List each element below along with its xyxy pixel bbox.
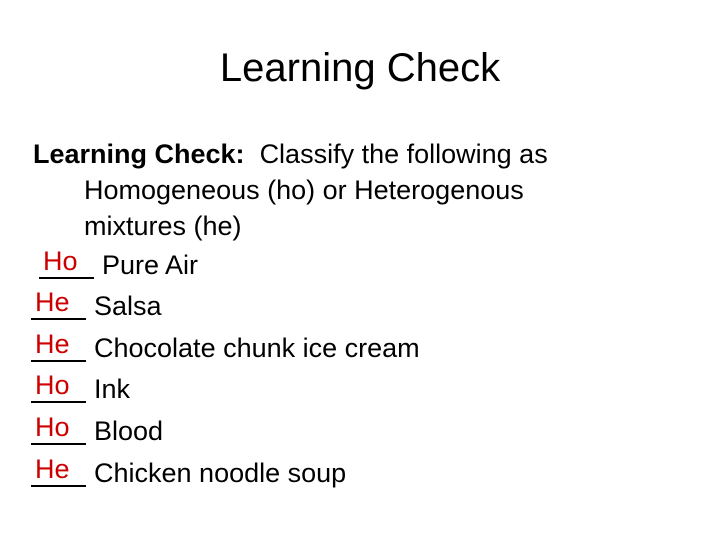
answer-blank: [39, 247, 94, 283]
intro-text-1: Classify the following as: [259, 139, 548, 169]
answer-blank: [31, 371, 86, 407]
intro-line-2: Homogeneous (ho) or Heterogenous: [84, 175, 524, 205]
intro-paragraph: [33, 136, 683, 244]
item-text: Ink: [94, 374, 131, 404]
answer-blank: [31, 455, 86, 491]
slide-title: Learning Check: [219, 46, 501, 90]
answer-blank: [31, 330, 86, 366]
list-item: [31, 288, 162, 324]
answer-text: He: [35, 454, 70, 484]
answer-text: Ho: [43, 246, 78, 276]
answer-text: Ho: [35, 412, 70, 442]
answer-blank: [31, 288, 86, 324]
item-text: Salsa: [94, 291, 162, 321]
intro-line-1: [33, 136, 683, 172]
list-item: [39, 247, 198, 283]
item-text: Pure Air: [102, 250, 199, 280]
list-item: [31, 455, 346, 491]
item-text: Chicken noodle soup: [94, 458, 347, 488]
answer-text: Ho: [35, 370, 70, 400]
intro-line-3: mixtures (he): [84, 211, 242, 241]
answer-text: He: [35, 287, 70, 317]
list-item: [31, 330, 420, 366]
item-text: Chocolate chunk ice cream: [94, 333, 420, 363]
answer-text: He: [35, 329, 70, 359]
list-item: [31, 371, 130, 407]
intro-label: Learning Check:: [33, 139, 245, 169]
answer-blank: [31, 413, 86, 449]
list-item: [31, 413, 163, 449]
item-text: Blood: [94, 416, 164, 446]
